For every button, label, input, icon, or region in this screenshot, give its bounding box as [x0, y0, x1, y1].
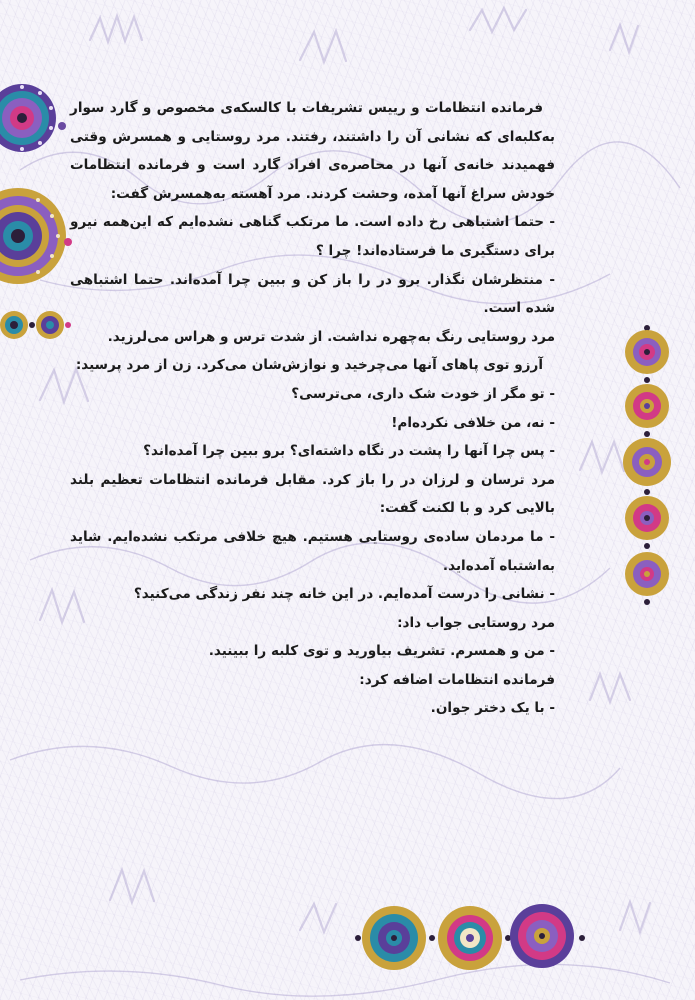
paragraph: مرد روستایی جواب داد: — [397, 614, 555, 631]
dialogue-line: - نشانی را درست آمده‌ایم. در این خانه چند نفر زندگی می‌کنید؟ — [133, 586, 555, 603]
dialogue-line: - حتما اشتباهی رخ داده است. ما مرتکب گناهی نشده‌ایم که این‌همه نیرو برای دستگیری ما فرستاده‌اند! چرا ؟ — [70, 214, 555, 259]
right-bead-chain-icon — [612, 322, 682, 612]
dialogue-line: - نه، من خلافی نکرده‌ام! — [391, 414, 555, 431]
story-text — [70, 94, 555, 723]
purple-circle-ornament-icon — [0, 78, 70, 158]
paragraph: مرد ترسان و لرزان در را باز کرد. مقابل فرمانده انتظامات تعظیم بلند بالایی کرد و با لکنت گفت: — [70, 471, 555, 517]
dialogue-line: - منتظرشان نگذار. برو در را باز کن و ببین چرا آمده‌اند. حتما اشتباهی شده است. — [70, 271, 555, 317]
paragraph: فرمانده انتظامات اضافه کرد: — [359, 671, 555, 688]
paragraph: آرزو توی پاهای آنها می‌چرخید و نوازش‌شان می‌کرد. زن از مرد پرسید: — [75, 357, 543, 374]
dialogue-line: - تو مگر از خودت شک داری، می‌ترسی؟ — [291, 385, 555, 402]
dialogue-line: - پس چرا آنها را پشت در نگاه داشته‌ای؟ برو ببین چرا آمده‌اند؟ — [143, 443, 555, 460]
small-circles-ornament-icon — [0, 308, 75, 342]
dialogue-line: - ما مردمان ساده‌ی روستایی هستیم. هیچ خلافی مرتکب نشده‌ایم. شاید به‌اشتباه آمده‌اید. — [70, 528, 555, 574]
dialogue-line: - با یک دختر جوان. — [430, 700, 555, 717]
paragraph: فرمانده انتظامات و رییس تشریفات با کالسکه‌ی مخصوص و گارد سوار به‌کلبه‌ای که نشانی آن را داشتند، رفتند. مرد روستایی و همسرش وقتی فهمیدند خانه‌ی آنها در محاصره‌ی افراد گارد است و فرمانده انتظامات خودش سراغ آنها آمده، وحشت کردند. مرد آهسته به‌همسرش گفت: — [70, 100, 555, 202]
paragraph: مرد روستایی رنگ به‌چهره نداشت. از شدت ترس و هراس می‌لرزید. — [107, 328, 555, 345]
gold-circle-ornament-icon — [0, 186, 74, 306]
dialogue-line: - من و همسرم. تشریف بیاورید و توی کلبه را ببینید. — [208, 643, 555, 660]
bottom-circles-ornament-icon — [350, 900, 590, 980]
